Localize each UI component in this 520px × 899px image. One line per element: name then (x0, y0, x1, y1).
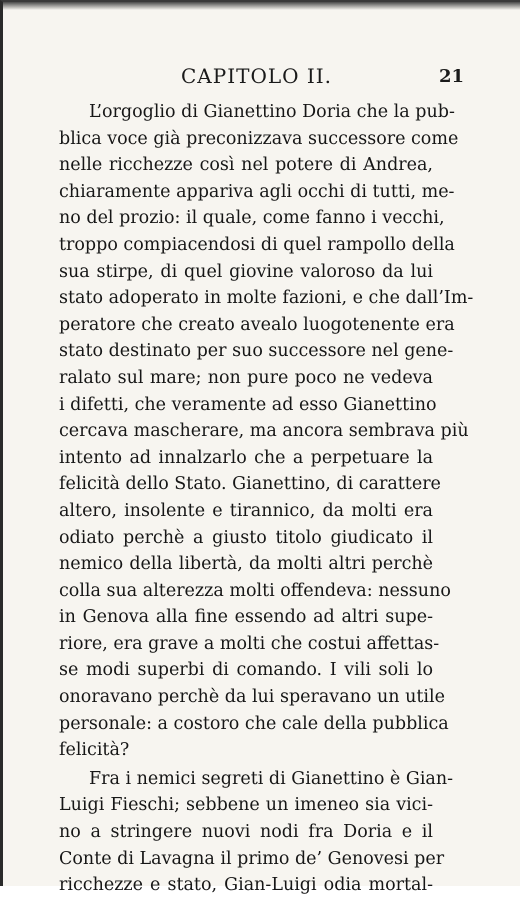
paragraph (59, 766, 454, 899)
text-line: peratore che creato avealo luogotenente era (59, 314, 455, 335)
text-line: odiato perchè a giusto titolo giudicato il (59, 527, 433, 548)
text-line: no a stringere nuovi nodi fra Doria e il (59, 822, 433, 843)
text-line: altero, insolente e tirannico, da molti era (59, 500, 433, 521)
text-line: i difetti, che veramente ad esso Gianettino (59, 394, 437, 415)
text-line: ricchezze e stato, Gian-Luigi odia mortal- (59, 875, 433, 896)
text-line: no del prozio: il quale, come fanno i vecchi, (59, 208, 445, 229)
page-number: 21 (439, 66, 465, 87)
text-line: personale: a costoro che cale della pubblica (59, 713, 449, 734)
text-line: Fra i nemici segreti di Gianettino è Gian- (89, 768, 454, 789)
text-line: troppo compiacendosi di quel rampollo della (59, 234, 455, 255)
text-line: sua stirpe, di quel giovine valoroso da lui (59, 261, 433, 282)
page-edge-shadow (3, 2, 520, 10)
text-line: stato adoperato in molte fazioni, e che dall’Im- (59, 288, 474, 309)
text-line: colla sua alterezza molti offendeva: nessuno (59, 580, 451, 601)
text-line: Conte di Lavagna il primo de’ Genovesi per (59, 848, 445, 869)
body-text (59, 99, 474, 899)
text-line: nemico della libertà, da molti altri perchè (59, 554, 433, 575)
running-title: CAPITOLO II. (181, 64, 333, 88)
text-line: felicità? (59, 740, 130, 761)
text-line: felicità dello Stato. Gianettino, di carattere (59, 474, 441, 495)
text-line: in Genova alla fine essendo ad altri supe- (59, 607, 433, 628)
paragraph (59, 99, 474, 764)
text-line: cercava mascherare, ma ancora sembrava più (59, 421, 469, 442)
text-line: riore, era grave a molti che costui affettas- (59, 633, 440, 654)
text-line: intento ad innalzarlo che a perpetuare la (59, 447, 433, 468)
text-line: se modi superbi di comando. I vili soli lo (59, 660, 433, 681)
text-line: stato destinato per suo successore nel gene- (59, 341, 454, 362)
text-line: Luigi Fieschi; sebbene un imeneo sia vici- (59, 795, 433, 816)
text-line: chiaramente appariva agli occhi di tutti, me- (59, 181, 455, 202)
text-line: ralato sul mare; non pure poco ne vedeva (59, 367, 433, 388)
text-line: onoravano perchè da lui speravano un utile (59, 687, 445, 708)
text-line: L’orgoglio di Gianettino Doria che la pub- (89, 102, 455, 122)
text-line: blica voce già preconizzava successore come (59, 128, 459, 149)
page-header (3, 64, 520, 94)
text-line: nelle ricchezze così nel potere di Andrea, (59, 155, 433, 176)
